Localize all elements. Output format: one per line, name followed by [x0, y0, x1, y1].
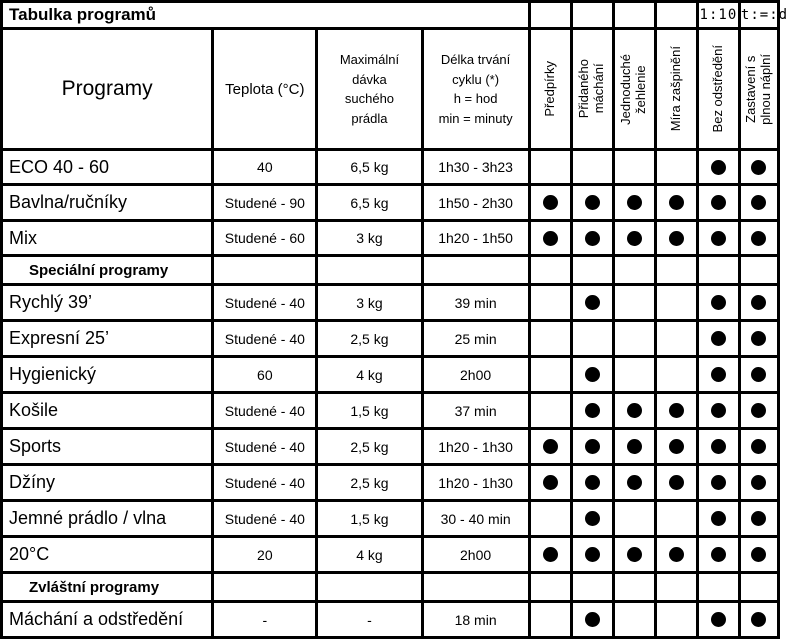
temperature-cell: Studené - 40 — [214, 466, 315, 499]
load-cell: 1,5 kg — [318, 502, 420, 535]
option-cell — [741, 358, 777, 391]
option-cell — [615, 151, 654, 183]
blank-cell — [657, 3, 696, 27]
option-cell — [573, 186, 612, 219]
table-row — [3, 222, 777, 254]
program-name: Jemné prádlo / vlna — [3, 502, 211, 535]
temperature-cell: Studené - 40 — [214, 322, 315, 355]
option-cell — [741, 430, 777, 463]
option-cell — [657, 358, 696, 391]
section-blank-cell — [657, 574, 696, 600]
section-blank-cell — [214, 574, 315, 600]
option-cell — [699, 603, 738, 636]
section-blank-cell — [573, 574, 612, 600]
option-cell — [741, 538, 777, 571]
table-row — [3, 286, 777, 319]
section-blank-cell — [318, 257, 420, 283]
option-cell — [741, 466, 777, 499]
option-cell — [531, 502, 570, 535]
option-cell — [741, 151, 777, 183]
table-row — [3, 151, 777, 183]
program-name: Rychlý 39’ — [3, 286, 211, 319]
section-row — [3, 257, 777, 283]
option-cell — [615, 286, 654, 319]
available-dot-icon — [751, 295, 766, 310]
option-cell — [615, 502, 654, 535]
section-blank-cell — [615, 257, 654, 283]
duration-cell: 1h30 - 3h23 — [424, 151, 528, 183]
load-cell: 4 kg — [318, 538, 420, 571]
load-cell: 2,5 kg — [318, 322, 420, 355]
option-cell — [531, 466, 570, 499]
available-dot-icon — [711, 331, 726, 346]
available-dot-icon — [711, 612, 726, 627]
program-name: Bavlna/ručníky — [3, 186, 211, 219]
temperature-cell: Studené - 40 — [214, 430, 315, 463]
option-cell — [531, 322, 570, 355]
available-dot-icon — [585, 403, 600, 418]
section-blank-cell — [424, 574, 528, 600]
available-dot-icon — [543, 475, 558, 490]
available-dot-icon — [627, 195, 642, 210]
option-cell — [615, 603, 654, 636]
temperature-cell: 20 — [214, 538, 315, 571]
section-blank-cell — [214, 257, 315, 283]
available-dot-icon — [585, 547, 600, 562]
available-dot-icon — [751, 331, 766, 346]
temperature-cell: 60 — [214, 358, 315, 391]
table-row — [3, 358, 777, 391]
option-cell — [657, 502, 696, 535]
option-label: Míra zašpinění — [667, 46, 683, 132]
available-dot-icon — [751, 195, 766, 210]
option-cell — [699, 151, 738, 183]
load-cell: 6,5 kg — [318, 186, 420, 219]
option-label: Předpírky — [541, 61, 557, 117]
option-cell — [531, 603, 570, 636]
available-dot-icon — [711, 475, 726, 490]
option-label: Jednoduché žehlenie — [618, 53, 649, 125]
section-blank-cell — [741, 257, 777, 283]
option-cell — [615, 394, 654, 427]
header-programs: Programy — [3, 30, 211, 148]
available-dot-icon — [669, 403, 684, 418]
option-cell — [699, 430, 738, 463]
temperature-cell: 40 — [214, 151, 315, 183]
available-dot-icon — [543, 231, 558, 246]
blank-cell — [615, 3, 654, 27]
option-cell — [699, 322, 738, 355]
option-cell — [573, 222, 612, 254]
option-cell — [531, 286, 570, 319]
option-cell — [531, 151, 570, 183]
option-cell — [615, 466, 654, 499]
load-cell: 3 kg — [318, 286, 420, 319]
option-cell — [573, 151, 612, 183]
available-dot-icon — [711, 439, 726, 454]
header-duration — [424, 30, 528, 148]
option-cell — [657, 538, 696, 571]
option-cell — [573, 603, 612, 636]
option-cell — [657, 394, 696, 427]
option-cell — [657, 186, 696, 219]
header-temperature: Teplota (°C) — [214, 30, 315, 148]
option-cell — [699, 538, 738, 571]
header-option-no-spin — [699, 30, 738, 148]
duration-cell: 1h20 - 1h30 — [424, 430, 528, 463]
option-cell — [699, 466, 738, 499]
header-line: prádla — [351, 110, 388, 126]
option-cell — [573, 430, 612, 463]
table-row — [3, 394, 777, 427]
section-blank-cell — [741, 574, 777, 600]
option-cell — [741, 286, 777, 319]
option-cell — [615, 222, 654, 254]
table-row — [3, 502, 777, 535]
section-label: Speciální programy — [3, 257, 211, 283]
available-dot-icon — [585, 195, 600, 210]
available-dot-icon — [711, 367, 726, 382]
available-dot-icon — [751, 231, 766, 246]
available-dot-icon — [711, 195, 726, 210]
table-row — [3, 538, 777, 571]
option-cell — [573, 502, 612, 535]
available-dot-icon — [585, 295, 600, 310]
option-label: Přidaného máchání — [576, 59, 607, 119]
option-cell — [573, 286, 612, 319]
load-cell: 2,5 kg — [318, 430, 420, 463]
available-dot-icon — [711, 160, 726, 175]
available-dot-icon — [627, 403, 642, 418]
table-row — [3, 430, 777, 463]
section-label: Zvláštní programy — [3, 574, 211, 600]
duration-cell: 18 min — [424, 603, 528, 636]
option-cell — [741, 603, 777, 636]
duration-cell: 39 min — [424, 286, 528, 319]
option-cell — [573, 538, 612, 571]
option-cell — [657, 466, 696, 499]
available-dot-icon — [585, 511, 600, 526]
duration-cell: 25 min — [424, 322, 528, 355]
header-line: dávka — [352, 71, 387, 87]
available-dot-icon — [669, 195, 684, 210]
available-dot-icon — [711, 403, 726, 418]
end-display-icon: t:=:d — [741, 3, 777, 27]
table-row — [3, 603, 777, 636]
option-cell — [573, 322, 612, 355]
available-dot-icon — [543, 439, 558, 454]
option-cell — [741, 322, 777, 355]
temperature-cell: Studené - 90 — [214, 186, 315, 219]
option-cell — [657, 286, 696, 319]
header-line: suchého — [344, 91, 395, 106]
blank-cell — [531, 3, 570, 27]
section-blank-cell — [573, 257, 612, 283]
header-option-rinse-hold — [741, 30, 777, 148]
available-dot-icon — [669, 439, 684, 454]
load-cell: 1,5 kg — [318, 394, 420, 427]
table-row — [3, 186, 777, 219]
available-dot-icon — [669, 475, 684, 490]
section-blank-cell — [424, 257, 528, 283]
available-dot-icon — [627, 547, 642, 562]
load-cell: - — [318, 603, 420, 636]
option-label: Zastavení s plnou náplní — [743, 53, 773, 125]
available-dot-icon — [585, 367, 600, 382]
program-name: Expresní 25’ — [3, 322, 211, 355]
section-blank-cell — [531, 257, 570, 283]
temperature-cell: Studené - 40 — [214, 502, 315, 535]
option-cell — [699, 358, 738, 391]
option-cell — [657, 222, 696, 254]
option-cell — [531, 394, 570, 427]
program-name: Hygienický — [3, 358, 211, 391]
option-cell — [573, 394, 612, 427]
program-name: Mix — [3, 222, 211, 254]
header-line: h = hod — [453, 91, 498, 106]
available-dot-icon — [543, 547, 558, 562]
option-cell — [741, 502, 777, 535]
available-dot-icon — [711, 231, 726, 246]
load-cell: 2,5 kg — [318, 466, 420, 499]
option-cell — [615, 430, 654, 463]
available-dot-icon — [627, 231, 642, 246]
duration-cell: 2h00 — [424, 358, 528, 391]
duration-cell: 37 min — [424, 394, 528, 427]
option-cell — [657, 151, 696, 183]
header-line: cyklu (*) — [452, 71, 500, 87]
available-dot-icon — [751, 160, 766, 175]
available-dot-icon — [543, 195, 558, 210]
header-line: min = minuty — [438, 110, 513, 126]
available-dot-icon — [751, 403, 766, 418]
available-dot-icon — [711, 295, 726, 310]
program-name: Sports — [3, 430, 211, 463]
temperature-cell: Studené - 60 — [214, 222, 315, 254]
duration-cell: 2h00 — [424, 538, 528, 571]
option-cell — [657, 322, 696, 355]
section-blank-cell — [657, 257, 696, 283]
available-dot-icon — [627, 439, 642, 454]
spin-display-icon: 1:10 — [699, 3, 738, 27]
option-cell — [615, 358, 654, 391]
section-row — [3, 574, 777, 600]
option-cell — [573, 466, 612, 499]
header-option-prewash — [531, 30, 570, 148]
temperature-cell: Studené - 40 — [214, 394, 315, 427]
load-cell: 6,5 kg — [318, 151, 420, 183]
temperature-cell: - — [214, 603, 315, 636]
blank-cell — [573, 3, 612, 27]
available-dot-icon — [751, 475, 766, 490]
program-name: ECO 40 - 60 — [3, 151, 211, 183]
option-cell — [741, 222, 777, 254]
option-cell — [699, 186, 738, 219]
option-cell — [741, 186, 777, 219]
option-cell — [531, 538, 570, 571]
header-option-easy-iron — [615, 30, 654, 148]
option-cell — [531, 222, 570, 254]
available-dot-icon — [751, 612, 766, 627]
available-dot-icon — [751, 511, 766, 526]
load-cell: 3 kg — [318, 222, 420, 254]
available-dot-icon — [585, 475, 600, 490]
available-dot-icon — [627, 475, 642, 490]
option-label: Bez odstředění — [709, 45, 725, 133]
duration-cell: 1h50 - 2h30 — [424, 186, 528, 219]
option-cell — [699, 286, 738, 319]
option-cell — [615, 186, 654, 219]
table-row — [3, 322, 777, 355]
program-name: Košile — [3, 394, 211, 427]
available-dot-icon — [669, 231, 684, 246]
available-dot-icon — [711, 511, 726, 526]
section-blank-cell — [615, 574, 654, 600]
option-cell — [699, 394, 738, 427]
table-row — [3, 466, 777, 499]
temperature-cell: Studené - 40 — [214, 286, 315, 319]
load-cell: 4 kg — [318, 358, 420, 391]
section-blank-cell — [531, 574, 570, 600]
option-cell — [615, 322, 654, 355]
option-cell — [573, 358, 612, 391]
available-dot-icon — [585, 439, 600, 454]
program-name: Máchání a odstředění — [3, 603, 211, 636]
available-dot-icon — [751, 547, 766, 562]
section-blank-cell — [318, 574, 420, 600]
program-name: 20°C — [3, 538, 211, 571]
available-dot-icon — [711, 547, 726, 562]
duration-cell: 1h20 - 1h30 — [424, 466, 528, 499]
table-title: Tabulka programů — [3, 3, 528, 27]
available-dot-icon — [751, 439, 766, 454]
section-blank-cell — [699, 574, 738, 600]
header-option-extra-rinse — [573, 30, 612, 148]
option-cell — [741, 394, 777, 427]
option-cell — [531, 186, 570, 219]
header-max-load — [318, 30, 420, 148]
header-option-soil-level — [657, 30, 696, 148]
program-name: Džíny — [3, 466, 211, 499]
option-cell — [531, 358, 570, 391]
header-line: Maximální — [339, 52, 400, 67]
option-cell — [615, 538, 654, 571]
duration-cell: 1h20 - 1h50 — [424, 222, 528, 254]
option-cell — [657, 603, 696, 636]
duration-cell: 30 - 40 min — [424, 502, 528, 535]
option-cell — [699, 222, 738, 254]
option-cell — [699, 502, 738, 535]
available-dot-icon — [585, 612, 600, 627]
section-blank-cell — [699, 257, 738, 283]
available-dot-icon — [585, 231, 600, 246]
option-cell — [531, 430, 570, 463]
available-dot-icon — [669, 547, 684, 562]
header-line: Délka trvání — [440, 52, 511, 67]
available-dot-icon — [751, 367, 766, 382]
option-cell — [657, 430, 696, 463]
